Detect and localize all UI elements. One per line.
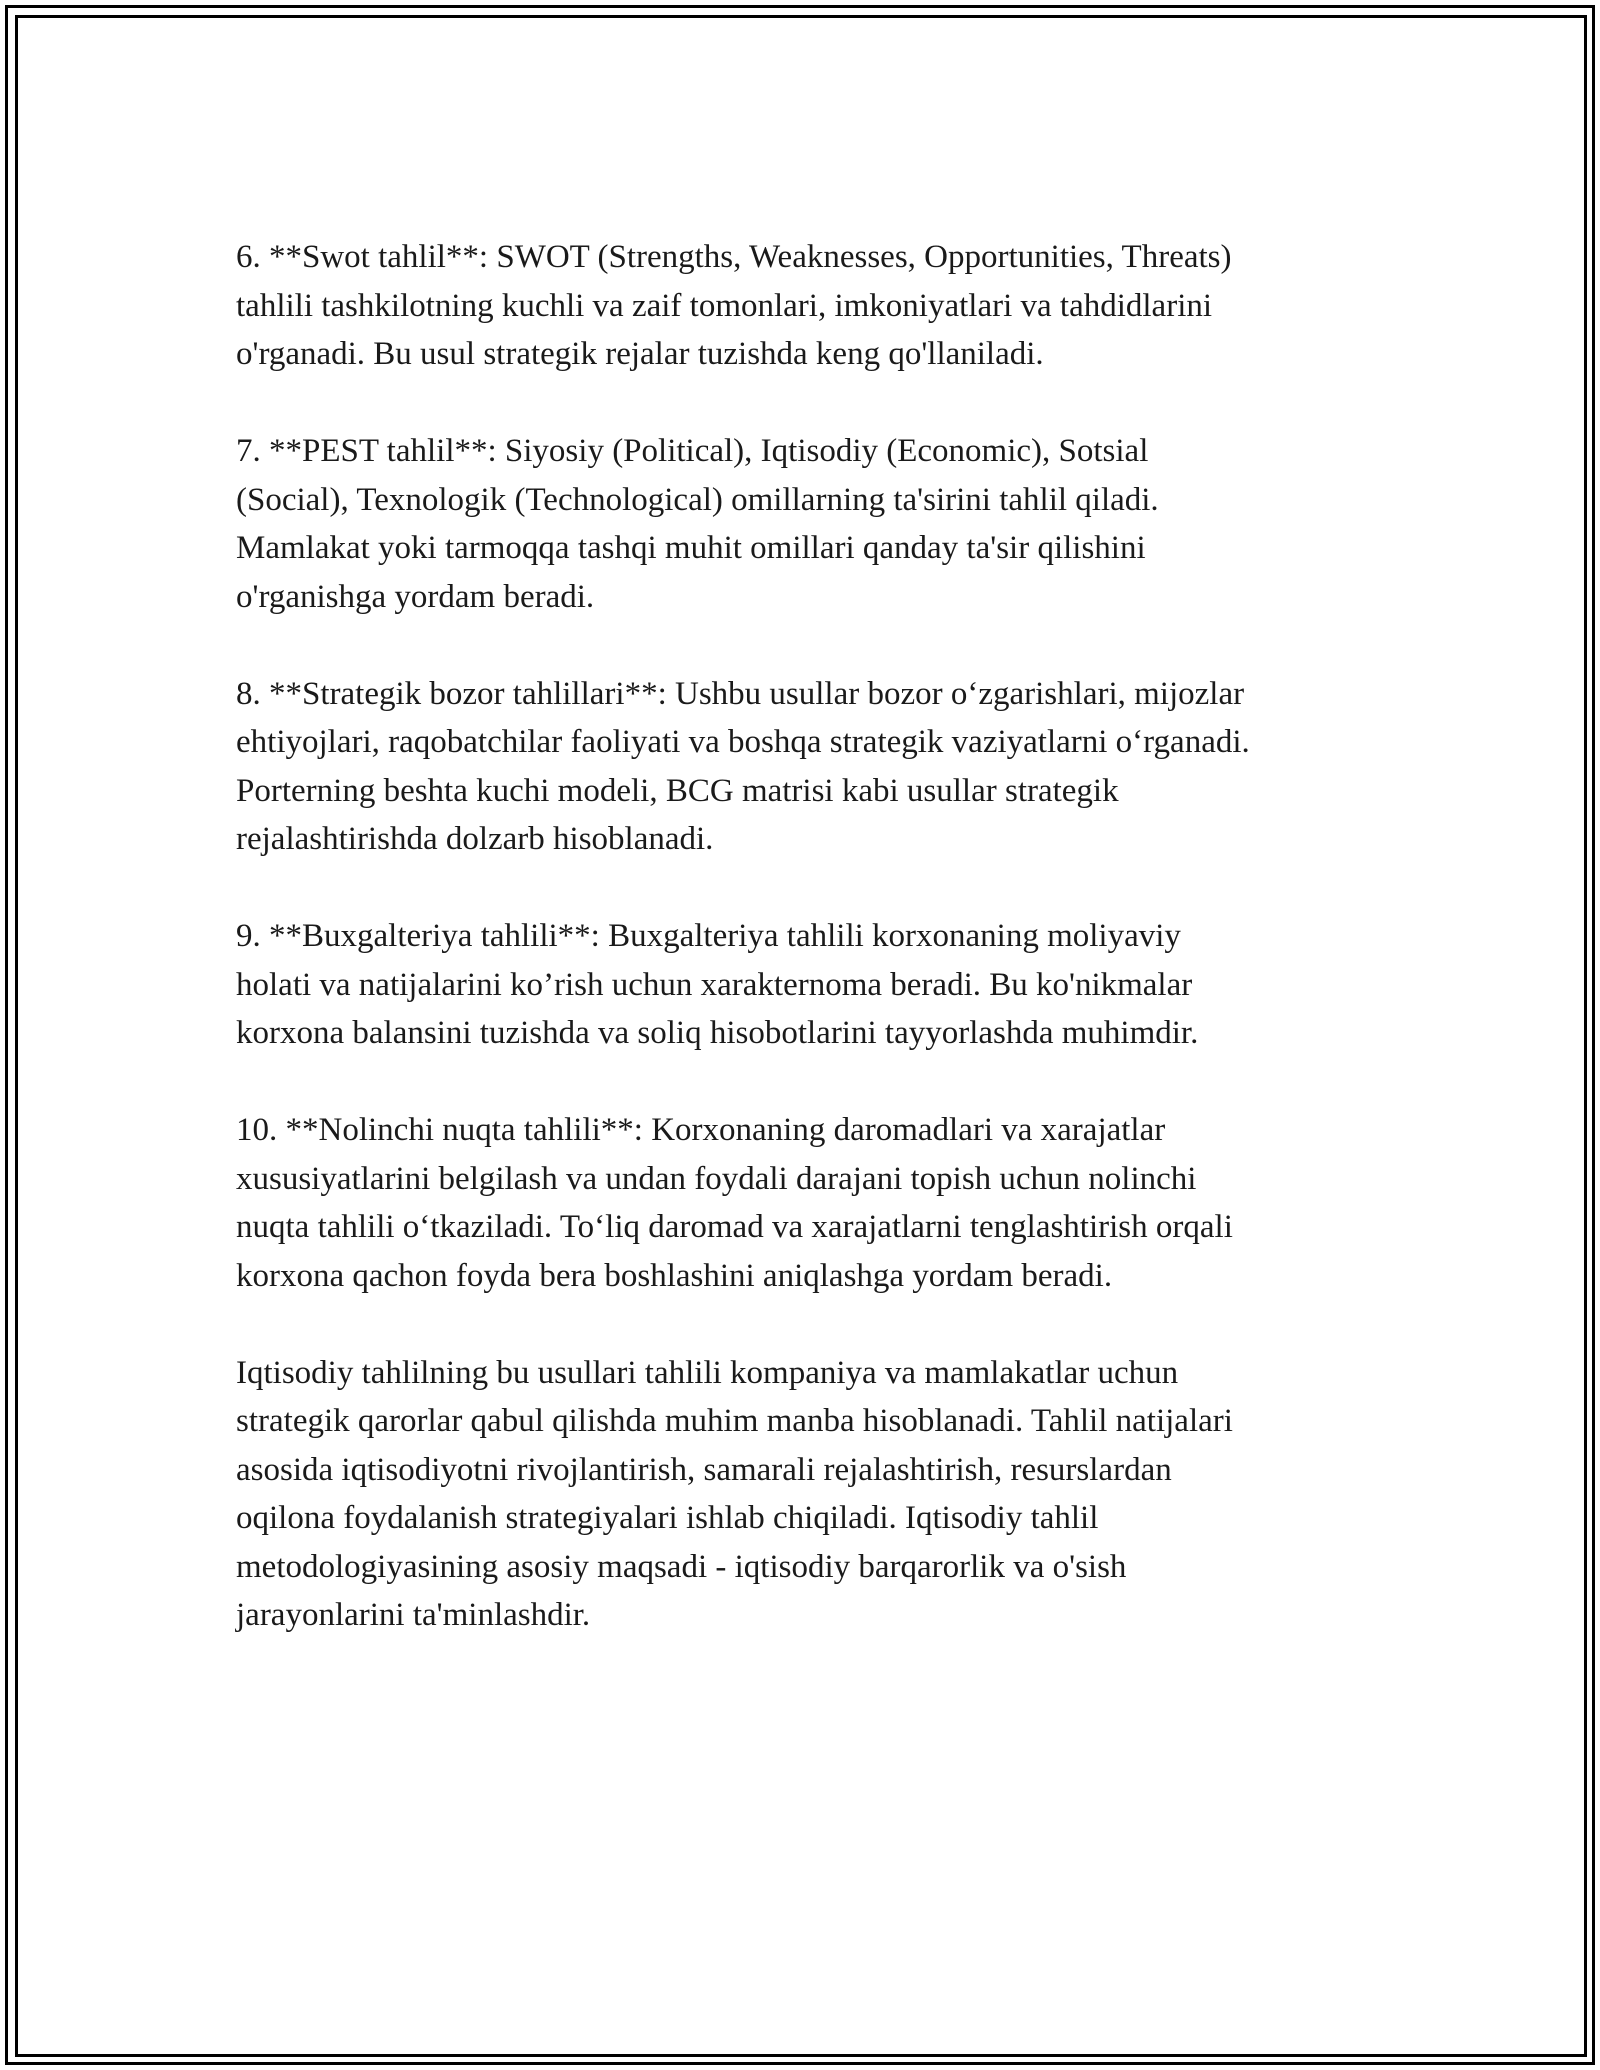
text-line: (Social), Texnologik (Technological) omillarning ta'sirini tahlil qiladi.: [236, 481, 1159, 518]
text-line: jarayonlarini ta'minlashdir.: [236, 1597, 591, 1633]
text-line: xususiyatlarini belgilash va undan foydali darajani topish uchun nolinchi: [236, 1160, 1197, 1197]
text-line: holati va natijalarini ko’rish uchun xarakternoma beradi. Bu ko'nikmalar: [236, 966, 1193, 1003]
text-line: Porterning beshta kuchi modeli, BCG matrisi kabi usullar strategik: [236, 772, 1119, 809]
text-line: strategik qarorlar qabul qilishda muhim manba hisoblanadi. Tahlil natijalari: [236, 1403, 1233, 1439]
text-line: korxona qachon foyda bera boshlashini aniqlashga yordam beradi.: [236, 1257, 1113, 1294]
text-line: 8. **Strategik bozor tahlillari**: Ushbu usullar bozor o‘zgarishlari, mijozlar: [236, 675, 1245, 712]
paragraph-accounting: [236, 912, 1396, 1058]
text-line: 7. **PEST tahlil**: Siyosiy (Political), Iqtisodiy (Economic), Sotsial: [236, 433, 1149, 469]
text-line: asosida iqtisodiyotni rivojlantirish, samarali rejalashtirish, resurslardan: [236, 1451, 1172, 1488]
text-line: 9. **Buxgalteriya tahlili**: Buxgalteriya tahlili korxonaning moliyaviy: [236, 918, 1181, 954]
text-line: Mamlakat yoki tarmoqqa tashqi muhit omillari qanday ta'sir qilishini: [236, 530, 1146, 566]
text-line: rejalashtirishda dolzarb hisoblanadi.: [236, 821, 714, 857]
text-line: ehtiyojlari, raqobatchilar faoliyati va boshqa strategik vaziyatlarni o‘rganadi.: [236, 724, 1250, 760]
text-line: Iqtisodiy tahlilning bu usullari tahlili kompaniya va mamlakatlar uchun: [236, 1354, 1179, 1391]
text-line: tahlili tashkilotning kuchli va zaif tomonlari, imkoniyatlari va tahdidlarini: [236, 287, 1213, 324]
text-line: korxona balansini tuzishda va soliq hisobotlarini tayyorlashda muhimdir.: [236, 1015, 1199, 1051]
text-line: nuqta tahlili o‘tkaziladi. To‘liq daromad va xarajatlarni tenglashtirish orqali: [236, 1209, 1233, 1245]
text-line: 10. **Nolinchi nuqta tahlili**: Korxonaning daromadlari va xarajatlar: [236, 1112, 1166, 1148]
paragraph-pest: [236, 427, 1396, 621]
paragraph-break-even: [236, 1106, 1396, 1300]
paragraph-strategic-market: [236, 670, 1396, 864]
text-line: o'rganadi. Bu usul strategik rejalar tuzishda keng qo'llaniladi.: [236, 336, 1044, 372]
text-line: 6. **Swot tahlil**: SWOT (Strengths, Weaknesses, Opportunities, Threats): [236, 239, 1232, 275]
text-line: o'rganishga yordam beradi.: [236, 578, 595, 615]
document-body: [236, 233, 1396, 1688]
text-line: metodologiyasining asosiy maqsadi - iqtisodiy barqarorlik va o'sish: [236, 1548, 1127, 1585]
text-line: oqilona foydalanish strategiyalari ishlab chiqiladi. Iqtisodiy tahlil: [236, 1500, 1099, 1536]
paragraph-swot: [236, 233, 1396, 379]
paragraph-conclusion: [236, 1349, 1396, 1640]
